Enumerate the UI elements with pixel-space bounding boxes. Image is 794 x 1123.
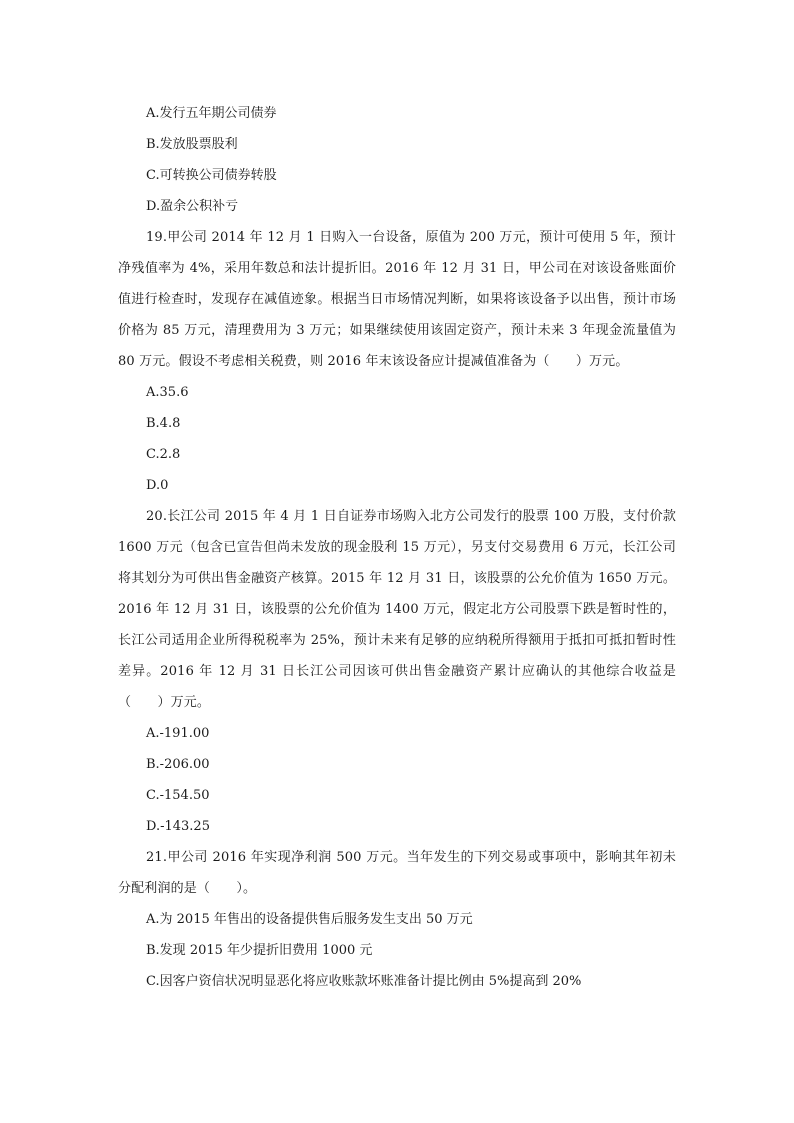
q21-option-b: B.发现 2015 年少提折旧费用 1000 元: [146, 943, 373, 958]
question-20-text: 20.长江公司 2015 年 4 月 1 日自证券市场购入北方公司发行的股票 100 万股，支付价款 1600 万元（包含已宣告但尚未发放的现金股利 15 万元），另支付交易费用 6 万元，长江公司将其划分为可供出售金融资产核算。2015 年 12 月 31 日，该股票的公允价值为 1650 万元。2016 年 12 月 31 日，该股票的公允价值为 1400 万元，假定北方公司股票下跌是暂时性的，长江公司适用企业所得税税率为 25%，预计未来有足够的应纳税所得额用于抵扣可抵扣暂时性差异。2016 年 12 月 31 日长江公司因该可供出售金融资产累计应确认的其他综合收益是（ ）万元。: [118, 509, 676, 710]
q19-option-a: A.35.6: [146, 385, 189, 400]
q20-option-a: A.-191.00: [146, 726, 210, 741]
q20-option-b: B.-206.00: [146, 757, 210, 772]
q19-option-c: C.2.8: [146, 447, 181, 462]
document-content: [118, 98, 676, 997]
question-19-text: 19.甲公司 2014 年 12 月 1 日购入一台设备，原值为 200 万元，预计可使用 5 年，预计净残值率为 4%，采用年数总和法计提折旧。2016 年 12 月 31 日，甲公司在对该设备账面价值进行检查时，发现存在减值迹象。根据当日市场情况判断，如果将该设备予以出售，预计市场价格为 85 万元，清理费用为 3 万元；如果继续使用该固定资产，预计未来 3 年现金流量值为 80 万元。假设不考虑相关税费，则 2016 年末该设备应计提减值准备为（ ）万元。: [118, 230, 676, 369]
q21-option-a: A.为 2015 年售出的设备提供售后服务发生支出 50 万元: [146, 912, 473, 927]
q19-option-d: D.0: [146, 478, 169, 493]
q20-option-d: D.-143.25: [146, 819, 210, 834]
option-prev-a: A.发行五年期公司债券: [146, 106, 277, 121]
question-21-text: 21.甲公司 2016 年实现净利润 500 万元。当年发生的下列交易或事项中，影响其年初未分配利润的是（ ）。: [118, 850, 676, 896]
q21-option-c: C.因客户资信状况明显恶化将应收账款坏账准备计提比例由 5%提高到 20%: [146, 974, 582, 989]
option-prev-d: D.盈余公积补亏: [146, 199, 239, 214]
q20-option-c: C.-154.50: [146, 788, 210, 803]
option-prev-c: C.可转换公司债券转股: [146, 168, 277, 183]
q19-option-b: B.4.8: [146, 416, 181, 431]
option-prev-b: B.发放股票股利: [146, 137, 238, 152]
